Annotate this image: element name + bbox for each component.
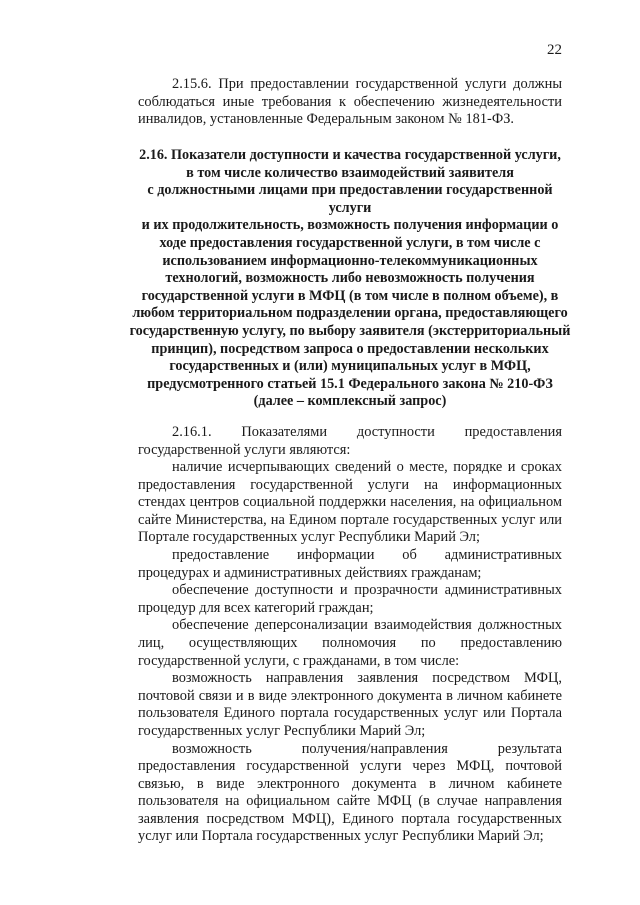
heading-line: и их продолжительность, возможность получения информации о: [141, 217, 559, 234]
heading-line: предусмотренного статьей 15.1 Федерального закона № 210-ФЗ: [147, 375, 553, 392]
list-item: возможность получения/направления результата предоставления государственной услуги через МФЦ, почтовой связью, в виде электронного документа в личном кабинете пользователя на официальном сайте МФЦ (в случае направления заявления посредством МФЦ), Единого портала государственных услуг или Портала государственных услуг Республики Марий Эл;: [138, 740, 562, 845]
intro-paragraph: 2.15.6. При предоставлении государственной услуги должны соблюдаться иные требования к обеспечению жизнедеятельности инвалидов, установленные Федеральным законом № 181-ФЗ.: [138, 76, 562, 128]
heading-line: с должностными лицами при предоставлении государственной: [147, 182, 553, 199]
availability-indicators-list: [138, 459, 562, 846]
heading-line: 2.16. Показатели доступности и качества государственной услуги,: [139, 147, 561, 163]
section-heading: [120, 147, 580, 411]
page-number: 22: [547, 42, 562, 58]
heading-line: принцип), посредством запроса о предоставлении нескольких: [151, 340, 549, 357]
heading-line: технологий, возможность либо невозможность получения: [165, 270, 535, 287]
heading-line: государственных и (или) муниципальных услуг в МФЦ,: [169, 358, 531, 375]
heading-line: любом территориальном подразделении органа, предоставляющего: [132, 305, 568, 322]
heading-line: услуги: [328, 199, 372, 216]
heading-line: в том числе количество взаимодействий заявителя: [186, 164, 514, 181]
heading-line: (далее – комплексный запрос): [253, 393, 447, 410]
heading-line: государственной услуги в МФЦ (в том числе в полном объеме), в: [141, 287, 559, 304]
list-item: предоставление информации об административных процедурах и административных действиях гражданам;: [138, 546, 562, 581]
list-item: наличие исчерпывающих сведений о месте, порядке и сроках предоставления государственной услуги на информационных стендах центров социальной поддержки населения, на официальном сайте Министерства, на Едином портале государственных услуг или Портале государственных услуг Республики Марий Эл;: [138, 459, 562, 546]
list-item: обеспечение доступности и прозрачности административных процедур для всех категорий граждан;: [138, 582, 562, 616]
list-item: возможность направления заявления посредством МФЦ, почтовой связи и в виде электронного документа в личном кабинете пользователя Единого портала государственных услуг или Портала государственных услуг Республики Марий Эл;: [138, 670, 562, 739]
heading-line: использованием информационно-телекоммуникационных: [162, 252, 538, 269]
subsection-intro: 2.16.1. Показателями доступности предоставления государственной услуги являются:: [138, 424, 562, 458]
list-item: обеспечение деперсонализации взаимодействия должностных лиц, осуществляющих полномочия по предоставлению государственной услуги, с гражданами, в том числе:: [138, 617, 562, 669]
heading-line: ходе предоставления государственной услуги, в том числе с: [159, 234, 541, 251]
heading-line: государственную услугу, по выбору заявителя (экстерриториальный: [129, 322, 571, 339]
